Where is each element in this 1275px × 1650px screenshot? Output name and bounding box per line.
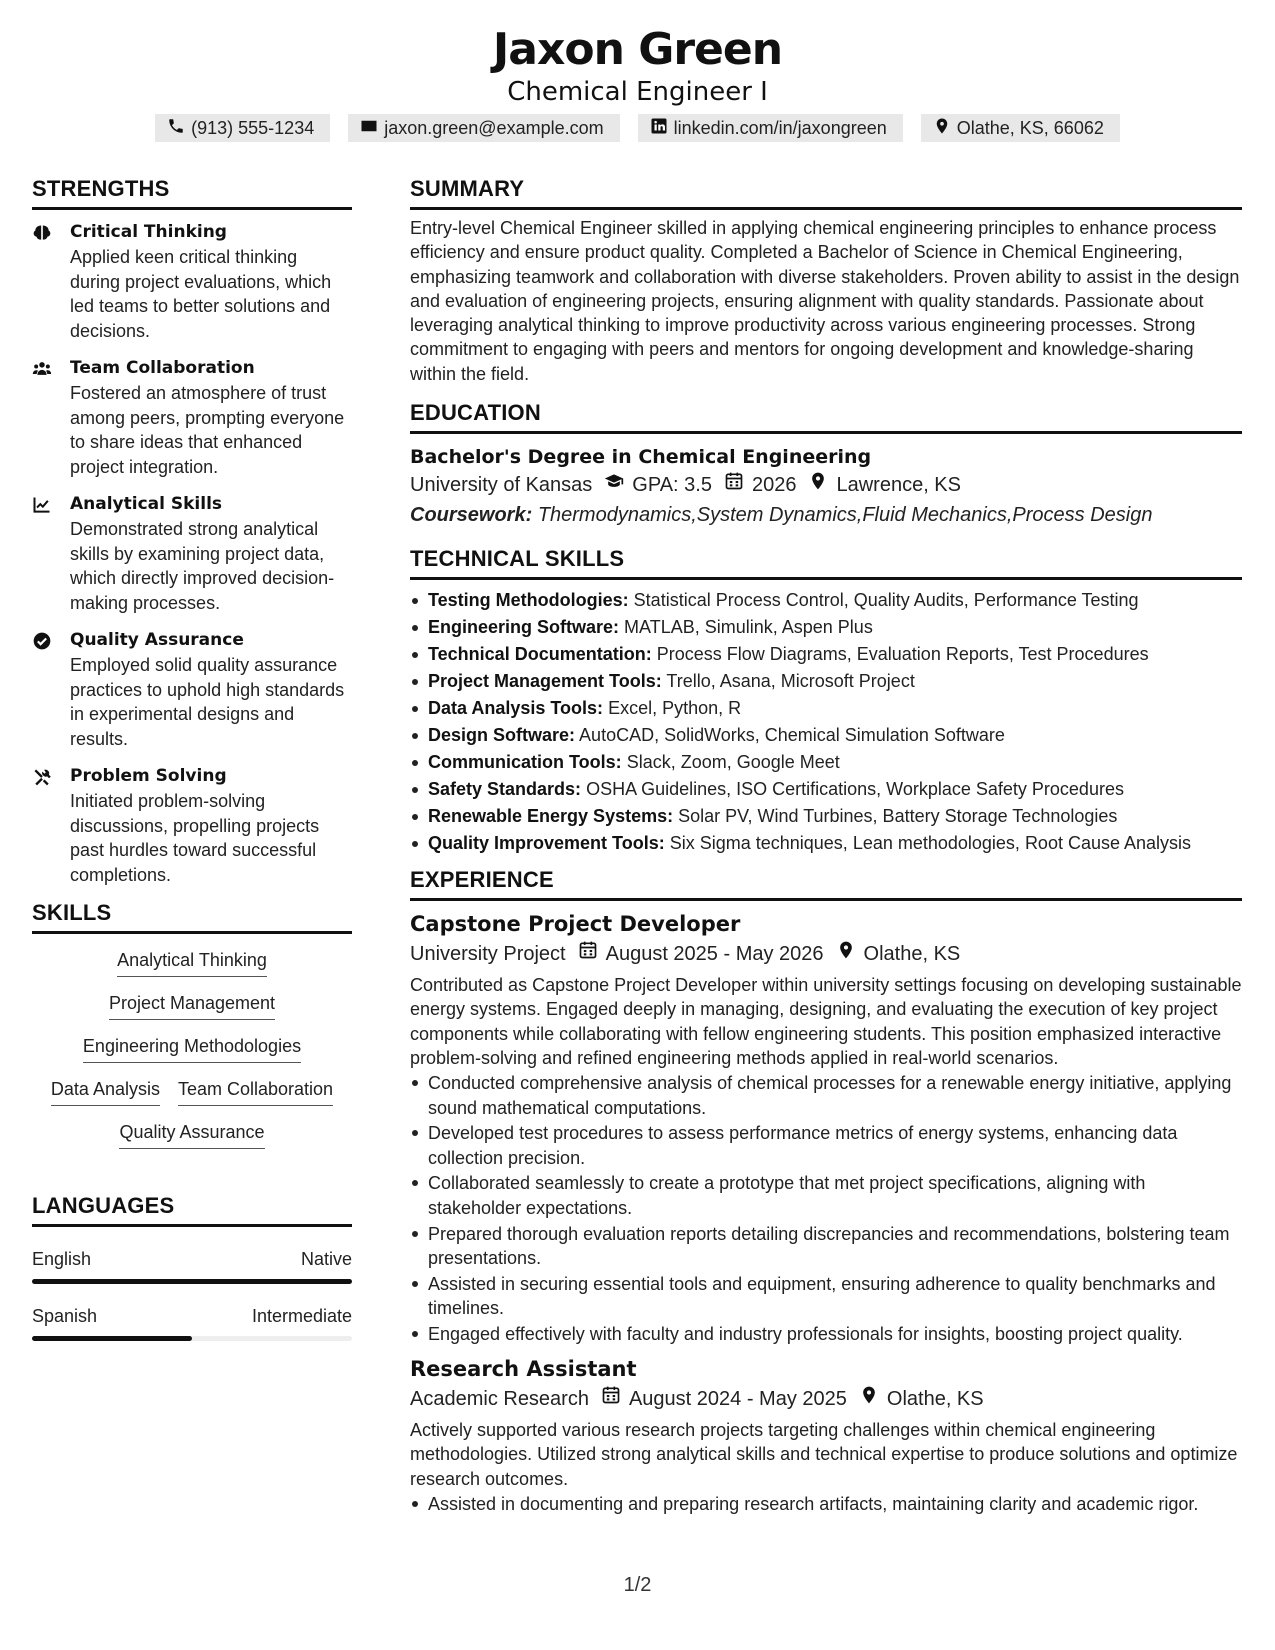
experience-section	[410, 867, 1242, 1516]
job-title: Capstone Project Developer	[410, 912, 741, 937]
language-name: Spanish	[32, 1306, 98, 1326]
graduation-year: 2026	[751, 474, 797, 497]
skill-tag: Team Collaboration	[178, 1077, 333, 1106]
summary-heading: SUMMARY	[410, 176, 1242, 210]
contact-phone[interactable]	[155, 114, 330, 142]
coursework-list: Thermodynamics,System Dynamics,Fluid Mechanics,Process Design	[537, 504, 1153, 527]
language-level: Native	[300, 1249, 352, 1269]
education-heading: EDUCATION	[410, 400, 1242, 434]
skill-values: Slack, Zoom, Google Meet	[626, 752, 840, 773]
job-entry	[410, 909, 1242, 1346]
skill-category: Safety Standards:	[428, 779, 582, 800]
strength-name: Quality Assurance	[70, 630, 244, 650]
chart-line-icon	[32, 492, 70, 615]
job-location: Olathe, KS	[886, 1388, 984, 1411]
strength-item	[32, 492, 352, 615]
phone-text: (913) 555-1234	[191, 117, 315, 138]
skill-values: Six Sigma techniques, Lean methodologies, Root Cause Analysis	[669, 833, 1192, 854]
skill-category: Project Management Tools:	[428, 671, 662, 692]
calendar-icon	[589, 1384, 629, 1414]
skill-values: Statistical Process Control, Quality Audits, Performance Testing	[633, 590, 1139, 611]
job-description: Contributed as Capstone Project Developer within university settings focusing on developing sustainable energy systems. Engaged deeply in managing, designing, and evaluating the execution of key project components while collaborating with fellow engineering students. This position emphasized interactive problem-solving and refined engineering methods applied in real-world scenarios.	[410, 975, 1242, 1068]
skill-tag: Data Analysis	[51, 1077, 160, 1106]
contact-bar	[0, 114, 1275, 142]
skill-tag: Engineering Methodologies	[83, 1034, 301, 1063]
location-text: Olathe, KS, 66062	[956, 117, 1104, 138]
education-section	[410, 400, 1242, 530]
strength-name: Critical Thinking	[70, 222, 227, 242]
skill-values: AutoCAD, SolidWorks, Chemical Simulation Software	[579, 725, 1005, 746]
language-bar	[32, 1279, 352, 1284]
strength-desc: Demonstrated strong analytical skills by examining project data, which directly improved decision-making processes.	[70, 519, 335, 613]
linkedin-text: linkedin.com/in/jaxongreen	[673, 117, 887, 138]
job-meta	[410, 939, 1242, 969]
languages-section	[32, 1193, 352, 1341]
language-bar-fill	[32, 1336, 192, 1341]
job-bullets	[410, 1071, 1242, 1346]
skills-section	[32, 900, 352, 1163]
strength-item	[32, 628, 352, 751]
calendar-icon	[566, 939, 606, 969]
degree-title: Bachelor's Degree in Chemical Engineering	[410, 446, 872, 469]
list-item: Assisted in documenting and preparing research artifacts, maintaining clarity and academic rigor.	[410, 1492, 1242, 1516]
brain-icon	[32, 220, 70, 343]
strength-desc: Initiated problem-solving discussions, propelling projects past hurdles toward successful completions.	[70, 791, 320, 885]
skill-category: Communication Tools:	[428, 752, 622, 773]
candidate-name: Jaxon Green	[492, 24, 783, 75]
job-dates: August 2024 - May 2025	[628, 1388, 847, 1411]
coursework-label: Coursework:	[410, 504, 533, 527]
users-icon	[32, 356, 70, 479]
contact-location	[921, 114, 1120, 142]
technical-skills-section	[410, 546, 1242, 857]
list-item	[410, 776, 1242, 803]
job-org: Academic Research	[410, 1388, 589, 1411]
technical-skills-list	[410, 587, 1242, 857]
gpa-text: GPA: 3.5	[632, 474, 712, 497]
strength-desc: Employed solid quality assurance practices to uphold high standards in experimental designs and results.	[70, 655, 345, 749]
strengths-heading: STRENGTHS	[32, 176, 352, 210]
language-item	[32, 1247, 352, 1284]
job-dates: August 2025 - May 2026	[605, 943, 824, 966]
languages-heading: LANGUAGES	[32, 1193, 352, 1227]
skill-tag: Analytical Thinking	[117, 948, 267, 977]
school-name: University of Kansas	[410, 474, 593, 497]
skill-values: MATLAB, Simulink, Aspen Plus	[624, 617, 873, 638]
list-item	[410, 695, 1242, 722]
language-item	[32, 1304, 352, 1341]
strength-item	[32, 220, 352, 343]
list-item	[410, 641, 1242, 668]
calendar-icon	[712, 470, 752, 500]
skill-category: Testing Methodologies:	[428, 590, 629, 611]
summary-section	[410, 176, 1242, 386]
strength-name: Problem Solving	[70, 766, 227, 786]
job-title: Research Assistant	[410, 1357, 637, 1382]
list-item: Assisted in securing essential tools and equipment, ensuring adherence to quality benchmarks and timelines.	[410, 1272, 1242, 1321]
skill-category: Data Analysis Tools:	[428, 698, 604, 719]
skill-values: OSHA Guidelines, ISO Certifications, Workplace Safety Procedures	[586, 779, 1124, 800]
list-item	[410, 668, 1242, 695]
resume-header	[0, 24, 1275, 108]
skills-heading: SKILLS	[32, 900, 352, 934]
list-item	[410, 749, 1242, 776]
list-item	[410, 614, 1242, 641]
strength-name: Analytical Skills	[70, 494, 223, 514]
list-item	[410, 803, 1242, 830]
strength-item	[32, 764, 352, 887]
school-location: Lawrence, KS	[836, 474, 961, 497]
candidate-title: Chemical Engineer I	[507, 77, 768, 107]
skill-values: Process Flow Diagrams, Evaluation Reports, Test Procedures	[656, 644, 1149, 665]
skill-tag: Quality Assurance	[119, 1120, 264, 1149]
graduation-cap-icon	[592, 470, 632, 500]
list-item	[410, 722, 1242, 749]
list-item: Collaborated seamlessly to create a prototype that met project specifications, aligning with stakeholder expectations.	[410, 1171, 1242, 1220]
skill-values: Excel, Python, R	[608, 698, 742, 719]
contact-email[interactable]	[348, 114, 619, 142]
contact-linkedin[interactable]	[638, 114, 903, 142]
job-entry	[410, 1354, 1242, 1516]
list-item	[410, 587, 1242, 614]
skill-values: Trello, Asana, Microsoft Project	[666, 671, 915, 692]
language-bar	[32, 1336, 352, 1341]
skill-values: Solar PV, Wind Turbines, Battery Storage Technologies	[678, 806, 1118, 827]
strength-desc: Fostered an atmosphere of trust among peers, prompting everyone to share ideas that enhanced project integration.	[70, 383, 345, 477]
strength-desc: Applied keen critical thinking during project evaluations, which led teams to better solutions and decisions.	[70, 247, 332, 341]
strength-name: Team Collaboration	[70, 358, 255, 378]
list-item: Developed test procedures to assess performance metrics of energy systems, enhancing data collection precision.	[410, 1121, 1242, 1170]
map-pin-icon	[933, 117, 951, 140]
language-bar-fill	[32, 1279, 352, 1284]
list-item: Conducted comprehensive analysis of chemical processes for a renewable energy initiative, applying sound mathematical computations.	[410, 1071, 1242, 1120]
skill-category: Technical Documentation:	[428, 644, 652, 665]
skills-list	[32, 948, 352, 1163]
summary-text: Entry-level Chemical Engineer skilled in applying chemical engineering principles to enhance process efficiency and ensure product quality. Completed a Bachelor of Science in Chemical Engineering, emphasizing teamwork and collaboration with diverse stakeholders. Proven ability to assist in the design and evaluation of engineering projects, ensuring alignment with quality standards. Passionate about leveraging analytical thinking to improve productivity across various engineering processes. Strong commitment to engaging with peers and mentors for ongoing development and knowledge-sharing within the field.	[410, 218, 1240, 384]
job-bullets	[410, 1492, 1242, 1516]
envelope-icon	[360, 117, 378, 140]
skill-category: Quality Improvement Tools:	[428, 833, 665, 854]
language-name: English	[32, 1249, 92, 1269]
email-text: jaxon.green@example.com	[384, 117, 604, 138]
check-circle-icon	[32, 628, 70, 751]
list-item: Engaged effectively with faculty and industry professionals for insights, boosting project quality.	[410, 1322, 1242, 1346]
tools-icon	[32, 764, 70, 887]
map-pin-icon	[796, 470, 836, 500]
job-org: University Project	[410, 943, 566, 966]
skill-category: Renewable Energy Systems:	[428, 806, 674, 827]
skill-tag: Project Management	[109, 991, 275, 1020]
right-column	[410, 176, 1242, 1518]
skill-category: Engineering Software:	[428, 617, 620, 638]
list-item	[410, 830, 1242, 857]
language-level: Intermediate	[251, 1306, 352, 1326]
job-meta	[410, 1384, 1242, 1414]
page-number: 1/2	[623, 1574, 652, 1596]
map-pin-icon	[847, 1384, 887, 1414]
map-pin-icon	[824, 939, 864, 969]
phone-icon	[167, 117, 185, 140]
job-location: Olathe, KS	[863, 943, 961, 966]
skill-category: Design Software:	[428, 725, 576, 746]
strength-item	[32, 356, 352, 479]
technical-skills-heading: TECHNICAL SKILLS	[410, 546, 1242, 580]
list-item: Prepared thorough evaluation reports detailing discrepancies and recommendations, bolstering team presentations.	[410, 1222, 1242, 1271]
coursework-line	[410, 500, 1242, 530]
strengths-section	[32, 176, 352, 887]
education-meta	[410, 470, 1242, 500]
experience-heading: EXPERIENCE	[410, 867, 1242, 901]
left-column	[32, 176, 352, 1341]
linkedin-icon	[650, 117, 668, 140]
job-description: Actively supported various research projects targeting challenges within chemical engineering methodologies. Utilized strong analytical skills and technical expertise to produce solutions and optimize research outcomes.	[410, 1420, 1238, 1489]
